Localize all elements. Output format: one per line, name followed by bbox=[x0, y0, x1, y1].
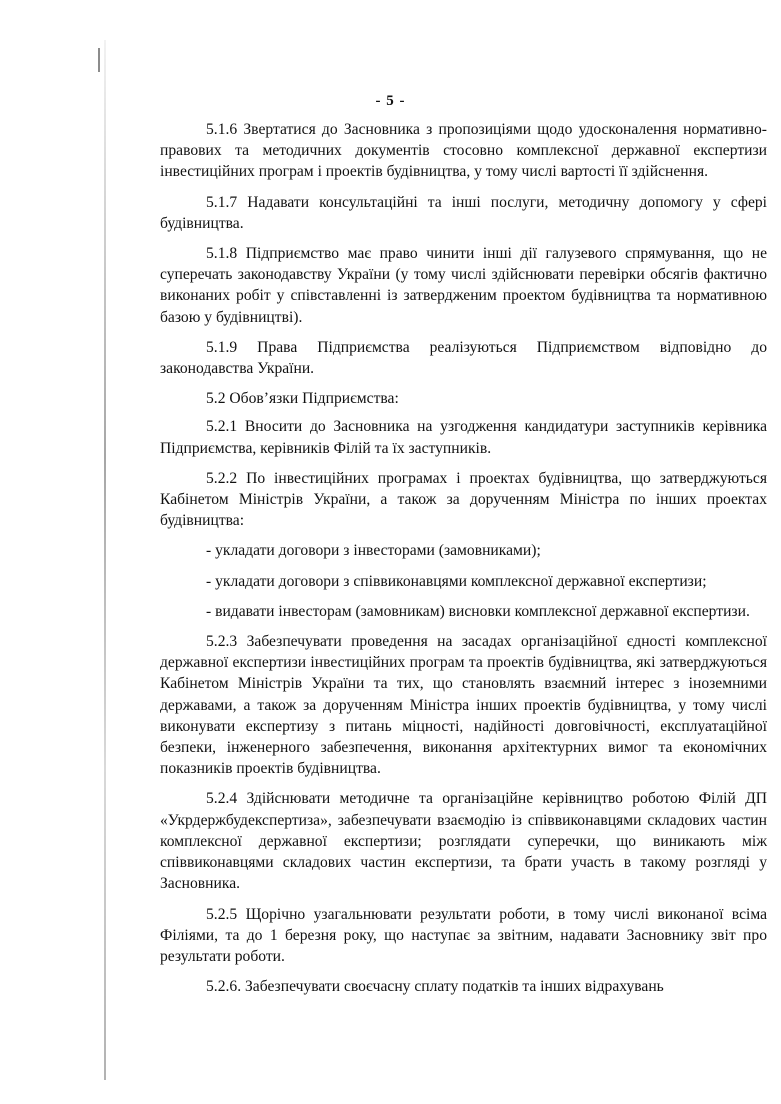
document-body bbox=[160, 119, 767, 997]
list-item-issue-conclusions: - видавати інвесторам (замовникам) висновки комплексної державної експертизи. bbox=[206, 602, 750, 620]
paragraph-5-1-8: 5.1.8 Підприємство має право чинити інші дії галузевого спрямування, що не суперечать законодавству України (у тому числі здійснювати перевірки обсягів фактично виконаних робіт у співставленні із затвердженим проектом будівництва та нормативною базою у будівництві). bbox=[160, 245, 767, 326]
list-item-contracts-investors: - укладати договори з інвесторами (замовниками); bbox=[206, 542, 541, 560]
paragraph-5-2-5: 5.2.5 Щорічно узагальнювати результати роботи, в тому числі виконаної всіма Філіями, та до 1 березня року, що наступає за звітним, надавати Засновнику звіт про результати роботи. bbox=[160, 905, 767, 965]
paragraph-5-1-9: 5.1.9 Права Підприємства реалізуються Підприємством відповідно до законодавства України. bbox=[160, 338, 767, 378]
binding-mark bbox=[98, 48, 110, 72]
paragraph-5-1-7: 5.1.7 Надавати консультаційні та інші послуги, методичну допомогу у сфері будівництва. bbox=[160, 193, 767, 232]
paragraph-5-2-1: 5.2.1 Вносити до Засновника на узгодження кандидатури заступників керівника Підприємства, керівників Філій та їх заступників. bbox=[160, 418, 767, 457]
binding-edge bbox=[104, 40, 106, 1080]
paragraph-5-2: 5.2 Обов’язки Підприємства: bbox=[206, 390, 399, 408]
list-item-contracts-coexecutors: - укладати договори з співвиконавцями комплексної державної експертизи; bbox=[206, 572, 707, 590]
paragraph-5-2-6: 5.2.6. Забезпечувати своєчасну сплату податків та інших відрахувань bbox=[206, 978, 664, 996]
paragraph-5-2-4: 5.2.4 Здійснювати методичне та організаційне керівництво роботою Філій ДП «Укрдержбудекспертиза», забезпечувати взаємодію із співвиконавцями складових частин комплексної державної експертизи; розглядати суперечки, що виникають між співвиконавцями складових частин експертизи, та брати участь в такому розгляді у Засновника. bbox=[160, 790, 767, 893]
page-number: - 5 - bbox=[375, 93, 406, 109]
paragraph-5-2-2: 5.2.2 По інвестиційних програмах і проектах будівництва, що затверджуються Кабінетом Міністрів України, а також за дорученням Міністра по інших проектах будівництва: bbox=[160, 469, 767, 530]
paragraph-5-1-6: 5.1.6 Звертатися до Засновника з пропозиціями щодо удосконалення нормативно-правових та методичних документів стосовно комплексної державної експертизи інвестиційних програм і проектів будівництва, у тому числі вартості її здійснення. bbox=[160, 121, 767, 181]
paragraph-5-2-3: 5.2.3 Забезпечувати проведення на засадах організаційної єдності комплексної державної експертизи інвестиційних програм та проектів будівництва, які затверджуються Кабінетом Міністрів України та тих, що становлять взаємний інтерес з іноземними державами, а також за дорученням Міністра інших проектів будівництва, у тому числі виконувати експертизу з питань міцності, надійності довговічності, експлуатаційної безпеки, інженерного забезпечення, виконання архітектурних вимог та економічних показників проектів будівництва. bbox=[160, 633, 767, 778]
